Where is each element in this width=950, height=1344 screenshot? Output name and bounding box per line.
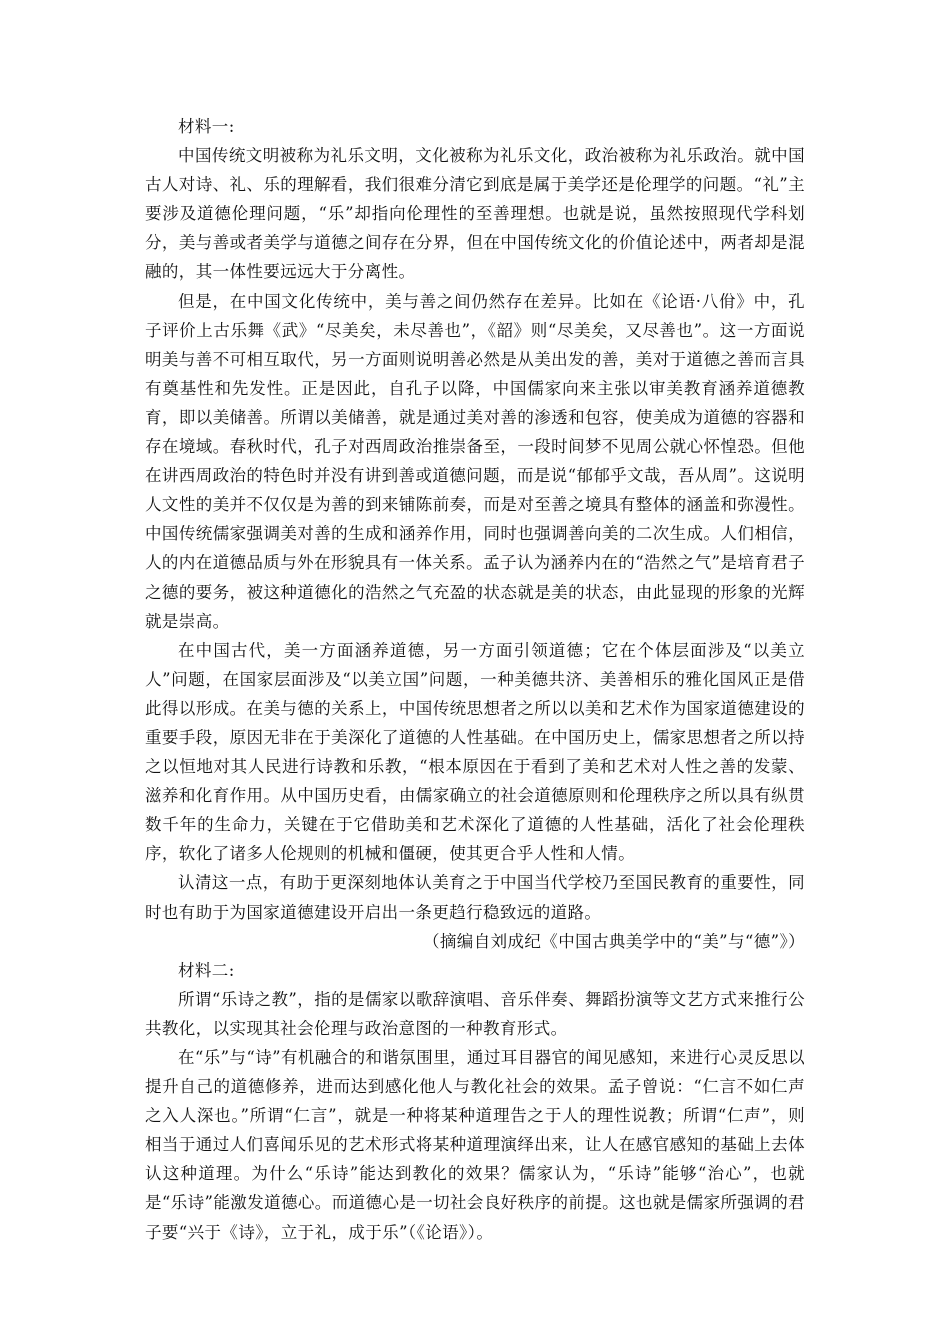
material-one-source: （摘编自刘成纪《中国古典美学中的“美”与“德”》） <box>423 931 805 951</box>
material-one-paragraph-2: 但是，在中国文化传统中，美与善之间仍然存在差异。比如在《论语·八佾》中，孔子评价上古乐舞《武》“尽美矣，未尽善也”，《韶》则“尽美矣，又尽善也”。这一方面说明美与善不可相互取代，另一方面则说明善必然是从美出发的善，美对于道德之善而言具有奠基性和先发性。正是因此，自孔子以降，中国儒家向来主张以审美教育涵养道德教育，即以美储善。所谓以美储善，就是通过美对善的渗透和包容，使美成为道德的容器和存在境域。春秋时代，孔子对西周政治推崇备至，一段时间梦不见周公就心怀惶恐。但他在讲西周政治的特色时并没有讲到善或道德问题，而是说“郁郁乎文哉，吾从周”。这说明人文性的美并不仅仅是为善的到来铺陈前奏，而是对至善之境具有整体的涵盖和弥漫性。中国传统儒家强调美对善的生成和涵养作用，同时也强调善向美的二次生成。人们相信，人的内在道德品质与外在形貌具有一体关系。孟子认为涵养内在的“浩然之气”是培育君子之德的要务，被这种道德化的浩然之气充盈的状态就是美的状态，由此显现的形象的光辉就是崇高。 <box>145 291 805 631</box>
material-one-paragraph-1: 中国传统文明被称为礼乐文明，文化被称为礼乐文化，政治被称为礼乐政治。就中国古人对诗、礼、乐的理解看，我们很难分清它到底是属于美学还是伦理学的问题。“礼”主要涉及道德伦理问题，“乐”却指向伦理性的至善理想。也就是说，虽然按照现代学科划分，美与善或者美学与道德之间存在分界，但在中国传统文化的价值论述中，两者却是混融的，其一体性要远远大于分离性。 <box>145 146 805 282</box>
material-one-paragraph-4: 认清这一点，有助于更深刻地体认美育之于中国当代学校乃至国民教育的重要性，同时也有助于为国家道德建设开启出一条更趋行稳致远的道路。 <box>145 873 805 922</box>
material-two-heading: 材料二: <box>178 960 235 980</box>
material-two-paragraph-2: 在“乐”与“诗”有机融合的和谐氛围里，通过耳目器官的闻见感知，来进行心灵反思以提升自己的道德修养，进而达到感化他人与教化社会的效果。孟子曾说：“仁言不如仁声之入人深也。”所谓“仁言”，就是一种将某种道理告之于人的理性说教；所谓“仁声”，则相当于通过人们喜闻乐见的艺术形式将某种道理演绎出来，让人在感官感知的基础上去体认这种道理。为什么“乐诗”能达到教化的效果？儒家认为，“乐诗”能够“治心”，也就是“乐诗”能激发道德心。而道德心是一切社会良好秩序的前提。这也就是儒家所强调的君子要“兴于《诗》，立于礼，成于乐”（《论语》）。 <box>145 1048 805 1242</box>
material-one-paragraph-3: 在中国古代，美一方面涵养道德，另一方面引领道德；它在个体层面涉及“以美立人”问题，在国家层面涉及“以美立国”问题，一种美德共济、美善相乐的雅化国风正是借此得以形成。在美与德的关系上，中国传统思想者之所以以美和艺术作为国家道德建设的重要手段，原因无非在于美深化了道德的人性基础。在中国历史上，儒家思想者之所以持之以恒地对其人民进行诗教和乐教，“根本原因在于看到了美和艺术对人性之善的发蒙、滋养和化育作用。从中国历史看，由儒家确立的社会道德原则和伦理秩序之所以具有纵贯数千年的生命力，关键在于它借助美和艺术深化了道德的人性基础，活化了社会伦理秩序，软化了诸多人伦规则的机械和僵硬，使其更合乎人性和人情。 <box>145 640 805 864</box>
document-page <box>145 112 805 1247</box>
material-two-paragraph-1: 所谓“乐诗之教”，指的是儒家以歌辞演唱、音乐伴奏、舞蹈扮演等文艺方式来推行公共教化，以实现其社会伦理与政治意图的一种教育形式。 <box>145 989 805 1038</box>
material-one-heading: 材料一: <box>178 117 235 136</box>
